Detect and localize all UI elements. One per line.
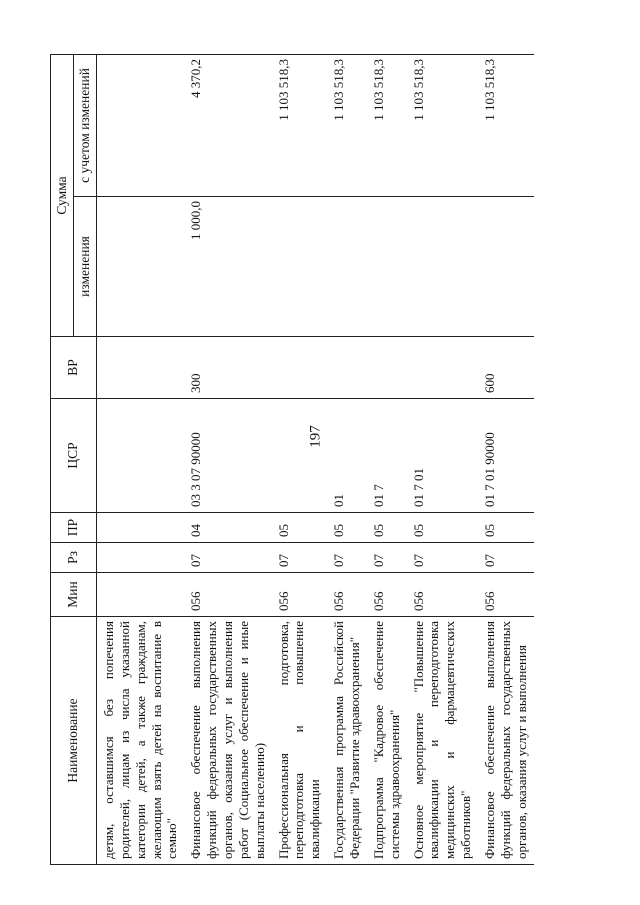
budget-table (50, 54, 534, 865)
row-name: детям, оставшимся без попечения родителей, лицам из числа указанной категории детей, а также гражданам, желающим взять детей на воспитание в семью" (96, 617, 184, 865)
header-with-changes: с учетом изменений (74, 54, 97, 196)
row-with-changes: 4 370,2 (184, 54, 271, 196)
row-with-changes: 1 103 518,3 (478, 54, 534, 196)
row-vr: 600 (478, 337, 534, 399)
table-row (272, 54, 328, 864)
table-header-row (51, 54, 74, 864)
row-changes (96, 197, 184, 337)
row-changes (272, 197, 328, 337)
row-min: 056 (272, 573, 328, 617)
table-body (96, 54, 533, 864)
row-min (96, 573, 184, 617)
row-name: Профессиональная подготовка, переподготовка и повышение квалификации (272, 617, 328, 865)
row-csr (96, 399, 184, 513)
row-name: Основное мероприятие "Повышение квалификации и переподготовка медицинских и фармацевтических работников" (407, 617, 478, 865)
table-row (478, 54, 534, 864)
row-vr: 300 (184, 337, 271, 399)
row-changes: 1 000,0 (184, 197, 271, 337)
row-csr: 01 (327, 399, 367, 513)
row-changes (478, 197, 534, 337)
row-with-changes: 1 103 518,3 (327, 54, 367, 196)
header-name: Наименование (51, 617, 97, 865)
row-rz (96, 543, 184, 573)
row-name: Государственная программа Российской Федерации "Развитие здравоохранения" (327, 617, 367, 865)
row-changes (407, 197, 478, 337)
header-vr: ВР (51, 337, 97, 399)
row-rz: 07 (367, 543, 407, 573)
row-changes (367, 197, 407, 337)
row-min: 056 (367, 573, 407, 617)
table-row (184, 54, 271, 864)
row-with-changes: 1 103 518,3 (272, 54, 328, 196)
row-changes (327, 197, 367, 337)
table-row (327, 54, 367, 864)
row-min: 056 (407, 573, 478, 617)
row-with-changes: 1 103 518,3 (367, 54, 407, 196)
table-row (367, 54, 407, 864)
row-csr: 01 7 01 90000 (478, 399, 534, 513)
row-name: Подпрограмма "Кадровое обеспечение системы здравоохранения" (367, 617, 407, 865)
row-min: 056 (184, 573, 271, 617)
row-csr: 03 3 07 90000 (184, 399, 271, 513)
row-csr (272, 399, 328, 513)
row-with-changes (96, 54, 184, 196)
header-sum: Сумма (51, 54, 74, 336)
row-vr (367, 337, 407, 399)
row-pr: 05 (478, 513, 534, 543)
row-pr: 05 (407, 513, 478, 543)
table-row (407, 54, 478, 864)
row-rz: 07 (407, 543, 478, 573)
row-rz: 07 (327, 543, 367, 573)
header-csr: ЦСР (51, 399, 97, 513)
table-row (96, 54, 184, 864)
row-rz: 07 (478, 543, 534, 573)
row-rz: 07 (184, 543, 271, 573)
row-vr (96, 337, 184, 399)
header-rz: Рз (51, 543, 97, 573)
row-name: Финансовое обеспечение выполнения функций федеральных государственных органов, оказания услуг и выполнения работ (Социальное обеспечение и иные выплаты населению) (184, 617, 271, 865)
row-with-changes: 1 103 518,3 (407, 54, 478, 196)
row-pr: 05 (367, 513, 407, 543)
header-changes: изменения (74, 197, 97, 337)
row-pr: 05 (327, 513, 367, 543)
row-pr (96, 513, 184, 543)
rotated-table-container (50, 55, 580, 865)
row-csr: 01 7 (367, 399, 407, 513)
row-min: 056 (478, 573, 534, 617)
row-pr: 05 (272, 513, 328, 543)
row-name: Финансовое обеспечение выполнения функций федеральных государственных органов, оказания услуг и выполнения (478, 617, 534, 865)
page-number: 197 (307, 425, 324, 448)
header-pr: ПР (51, 513, 97, 543)
row-csr: 01 7 01 (407, 399, 478, 513)
row-vr (407, 337, 478, 399)
row-vr (327, 337, 367, 399)
row-vr (272, 337, 328, 399)
row-pr: 04 (184, 513, 271, 543)
table-wrapper (50, 55, 580, 865)
row-rz: 07 (272, 543, 328, 573)
row-min: 056 (327, 573, 367, 617)
header-min: Мин (51, 573, 97, 617)
